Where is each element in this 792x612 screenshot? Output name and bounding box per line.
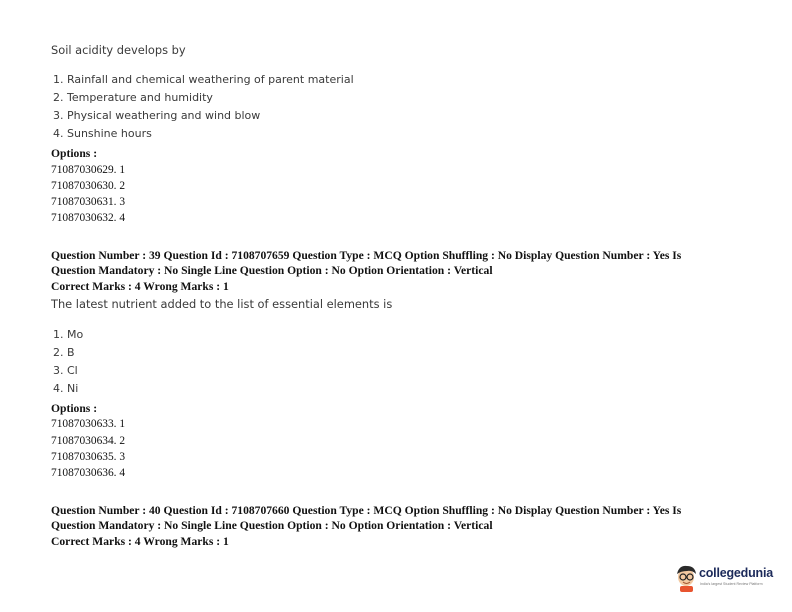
question-39-options-label: Options :: [51, 402, 98, 415]
question-38-option-id-3: 71087030631. 3: [51, 196, 126, 208]
question-38-choice-2: 2. Temperature and humidity: [53, 91, 213, 104]
mascot-icon: [674, 562, 700, 592]
question-39-choice-4: 4. Ni: [53, 382, 79, 395]
question-38-text: Soil acidity develops by: [51, 43, 186, 57]
question-38-option-id-4: 71087030632. 4: [51, 212, 126, 224]
question-40-header-line-2: Question Mandatory : No Single Line Question Option : No Option Orientation : Vertical: [51, 519, 493, 532]
question-39-choice-2: 2. B: [53, 346, 75, 359]
brand-tagline: India's largest Student Review Platform: [700, 582, 763, 586]
question-39-choice-1: 1. Mo: [53, 328, 84, 341]
question-38-choice-1: 1. Rainfall and chemical weathering of parent material: [53, 73, 354, 86]
question-38-options-label: Options :: [51, 147, 98, 160]
brand-name: collegedunia: [699, 566, 774, 580]
question-40-header-line-1: Question Number : 40 Question Id : 7108707660 Question Type : MCQ Option Shuffling : No Display Question Number : Yes Is: [51, 504, 682, 517]
question-38-option-id-1: 71087030629. 1: [51, 164, 126, 176]
question-38-option-id-2: 71087030630. 2: [51, 180, 126, 192]
question-38-choice-3: 3. Physical weathering and wind blow: [53, 109, 261, 122]
question-39-option-id-2: 71087030634. 2: [51, 435, 126, 447]
question-39-choice-3: 3. Cl: [53, 364, 78, 377]
question-40-marks: Correct Marks : 4 Wrong Marks : 1: [51, 535, 229, 548]
question-38-choice-4: 4. Sunshine hours: [53, 127, 152, 140]
question-39-header-line-1: Question Number : 39 Question Id : 7108707659 Question Type : MCQ Option Shuffling : No Display Question Number : Yes Is: [51, 249, 682, 262]
collegedunia-logo: [674, 562, 774, 594]
question-39-option-id-3: 71087030635. 3: [51, 451, 126, 463]
question-39-option-id-1: 71087030633. 1: [51, 418, 126, 430]
question-39-marks: Correct Marks : 4 Wrong Marks : 1: [51, 280, 229, 293]
question-39-option-id-4: 71087030636. 4: [51, 467, 126, 479]
question-39-header-line-2: Question Mandatory : No Single Line Question Option : No Option Orientation : Vertical: [51, 264, 493, 277]
question-39-text: The latest nutrient added to the list of essential elements is: [51, 297, 393, 311]
